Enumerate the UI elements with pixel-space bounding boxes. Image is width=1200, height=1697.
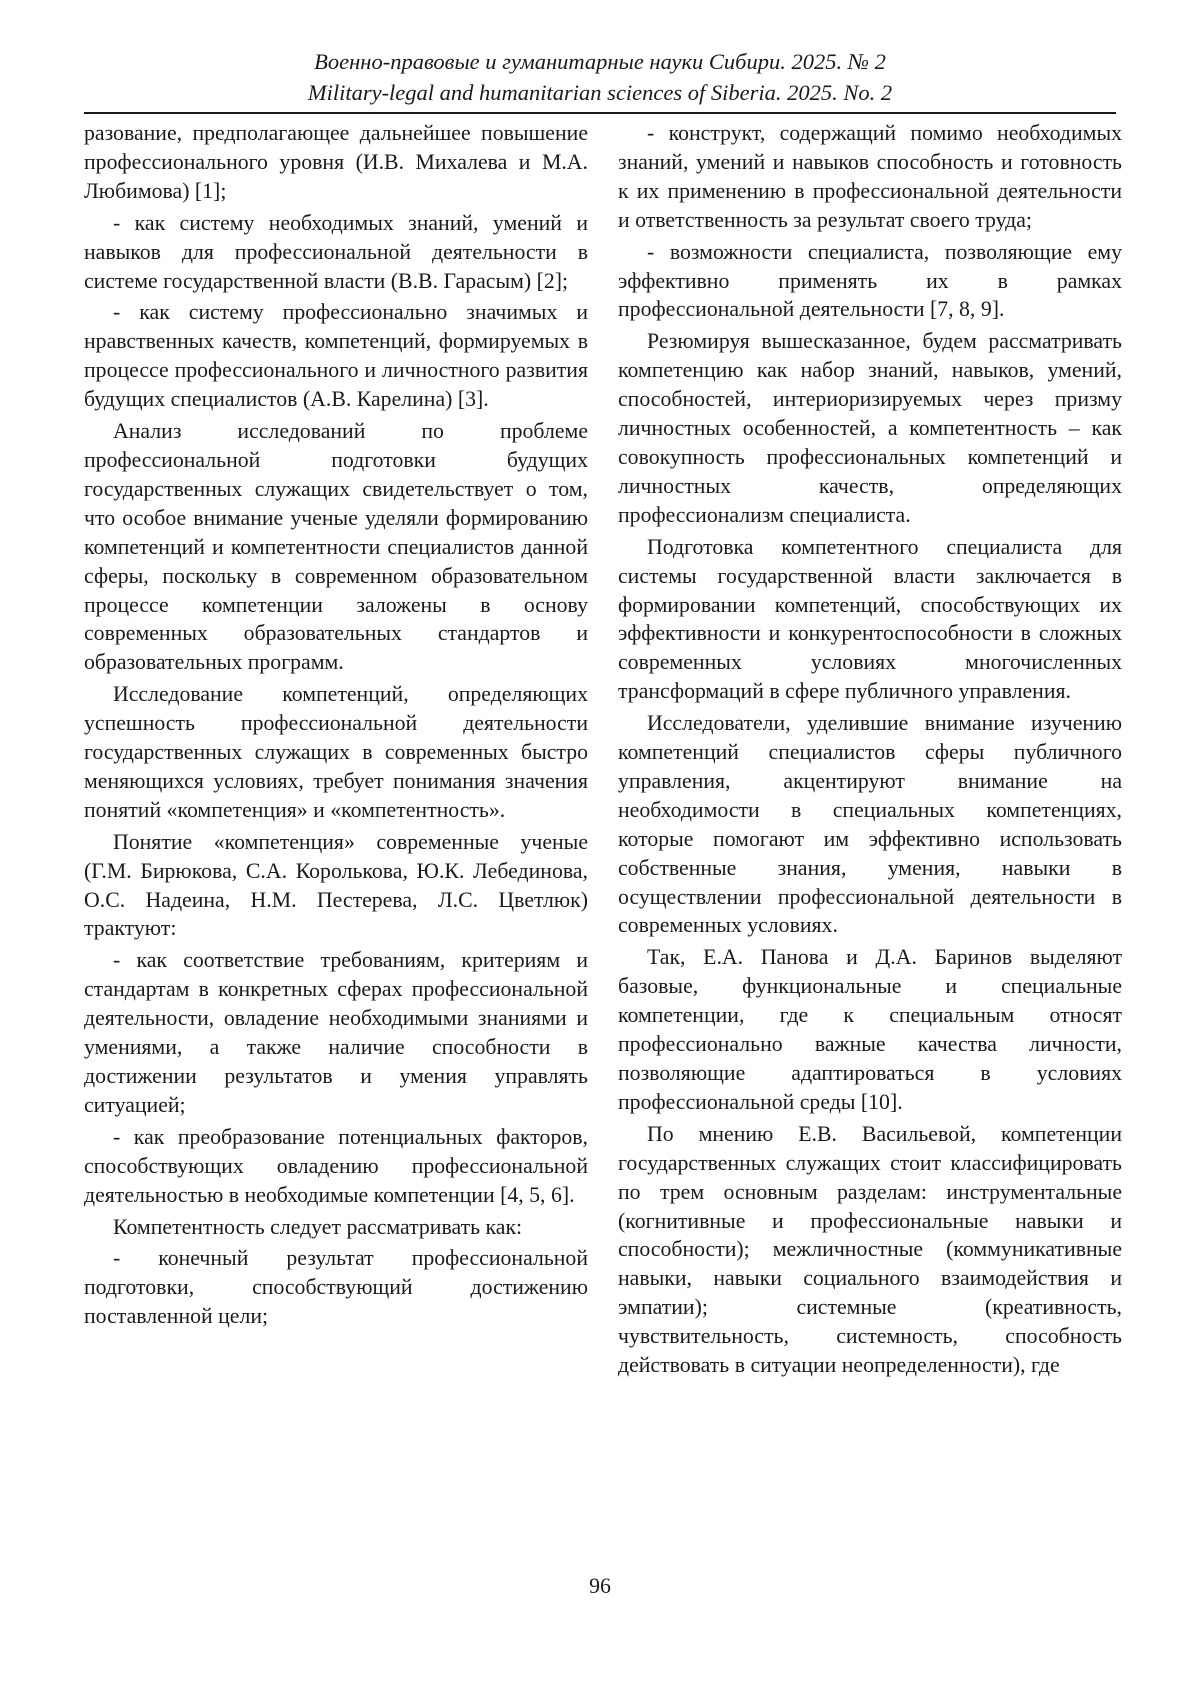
paragraph: - возможности специалиста, позволяющие ему эффективно применять их в рамках профессиональной деятельности [7, 8, 9]. [618, 239, 1122, 322]
left-column [84, 119, 588, 1334]
paragraph: По мнению Е.В. Васильевой, компетенции государственных служащих стоит классифицировать по трем основным разделам: инструментальные (когнитивные и профессиональные навыки и способности); межличностные (коммуникативные навыки, навыки социального взаимодействия и эмпатии); системные (креативность, чувствительность, системность, способность действовать в ситуации неопределенности), где [618, 1121, 1122, 1378]
paragraph: Исследователи, уделившие внимание изучению компетенций специалистов сферы публичного управления, акцентируют внимание на необходимости в специальных компетенциях, которые помогают им эффективно использовать собственные знания, умения, навыки в осуществлении профессиональной деятельности в современных условиях. [618, 711, 1122, 938]
paragraph: - конструкт, содержащий помимо необходимых знаний, умений и навыков способность и готовность к их применению в профессиональной деятельности и ответственность за результат своего труда; [618, 121, 1122, 232]
header-divider [84, 112, 1116, 114]
paragraph: Компетентность следует рассматривать как: [113, 1214, 523, 1239]
journal-header [84, 46, 1116, 108]
paragraph: Исследование компетенций, определяющих успешность профессиональной деятельности государственных служащих в современных быстро меняющихся условиях, требует понимания значения понятий «компетенция» и «компетентность». [84, 682, 588, 822]
paragraph: Анализ исследований по проблеме профессиональной подготовки будущих государственных служащих свидетельствует о том, что особое внимание ученые уделяли формированию компетенций и компетентности специалистов данной сферы, поскольку в современном образовательном процессе компетенции заложены в основу современных образовательных стандартов и образовательных программ. [84, 419, 588, 675]
paragraph: Подготовка компетентного специалиста для системы государственной власти заключается в формировании компетенций, способствующих их эффективности и конкурентоспособности в сложных современных условиях многочисленных трансформаций в сфере публичного управления. [618, 534, 1122, 704]
paragraph: - как систему необходимых знаний, умений и навыков для профессиональной деятельности в системе государственной власти (В.В. Гарасым) [2]; [84, 210, 588, 293]
paragraph: Понятие «компетенция» современные ученые (Г.М. Бирюкова, С.А. Королькова, Ю.К. Лебединова, О.С. Надеина, Н.М. Пестерева, Л.С. Цветлюк) трактуют: [84, 829, 588, 941]
journal-title-en: Military-legal and humanitarian sciences of Siberia. 2025. No. 2 [307, 80, 893, 105]
paragraph: разование, предполагающее дальнейшее повышение профессионального уровня (И.В. Михалева и М.А. Любимова) [1]; [84, 121, 588, 203]
paragraph: - как соответствие требованиям, критериям и стандартам в конкретных сферах профессиональной деятельности, овладение необходимыми знаниями и умениями, а также наличие способности в достижении результатов и умения управлять ситуацией; [84, 948, 588, 1117]
right-column [618, 119, 1122, 1383]
paragraph: Резюмируя вышесказанное, будем рассматривать компетенцию как набор знаний, навыков, умений, способностей, интериоризируемых через призму личностных особенностей, а компетентность – как совокупность профессиональных компетенций и личностных качеств, определяющих профессионализм специалиста. [618, 329, 1122, 527]
page-number: 96 [589, 1574, 611, 1598]
paragraph: - как систему профессионально значимых и нравственных качеств, компетенций, формируемых в процессе профессионального и личностного развития будущих специалистов (А.В. Карелина) [3]. [84, 300, 588, 412]
paragraph: - конечный результат профессиональной подготовки, способствующий достижению поставленной цели; [84, 1246, 588, 1329]
paragraph: - как преобразование потенциальных факторов, способствующих овладению профессиональной деятельностью в необходимые компетенции [4, 5, 6]. [84, 1124, 588, 1207]
paragraph: Так, Е.А. Панова и Д.А. Баринов выделяют базовые, функциональные и специальные компетенции, где к специальным относят профессионально важные качества личности, позволяющие адаптироваться в условиях профессиональной среды [10]. [618, 945, 1122, 1114]
journal-title-ru: Военно-правовые и гуманитарные науки Сибири. 2025. № 2 [314, 49, 886, 74]
